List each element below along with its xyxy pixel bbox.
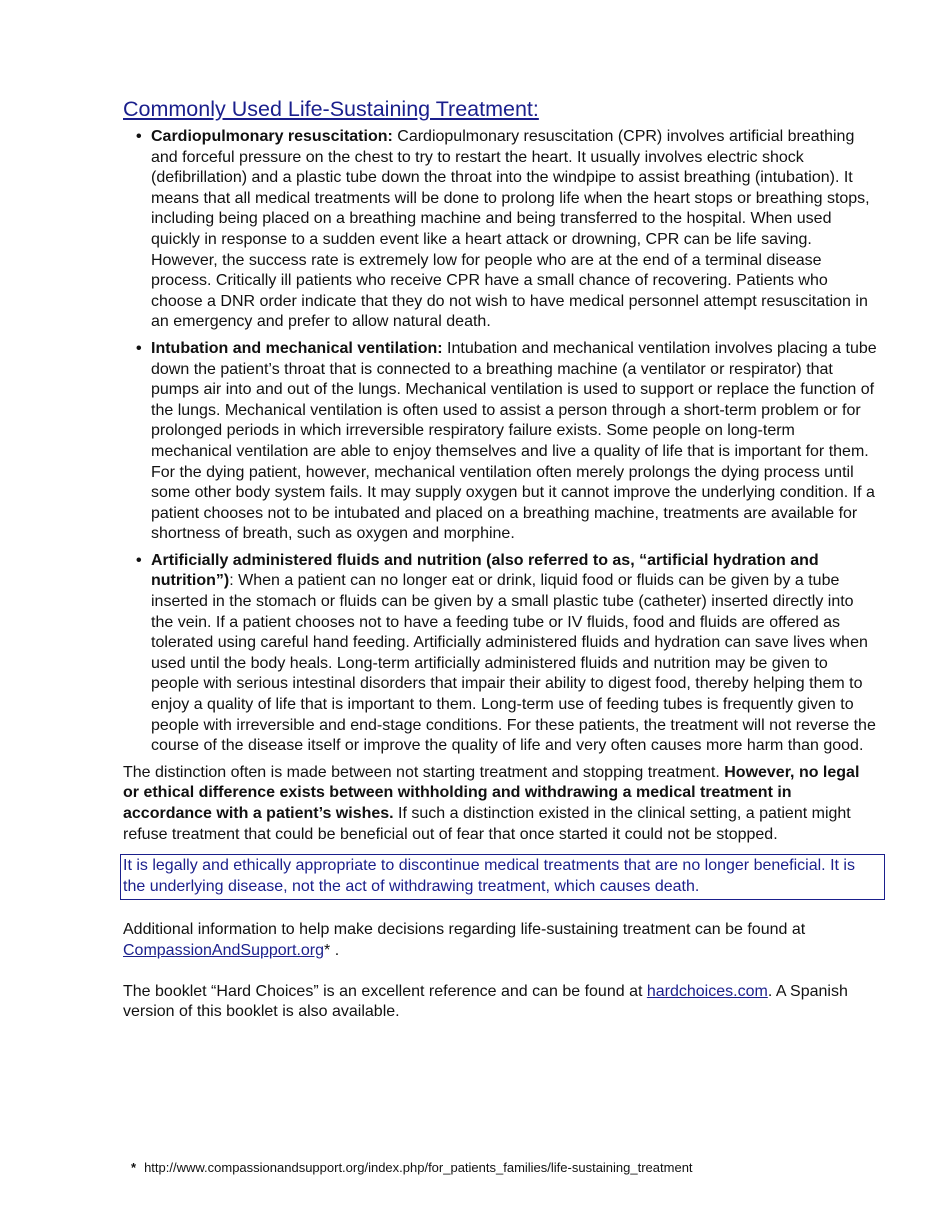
document-body xyxy=(123,96,878,1023)
footnote-url: http://www.compassionandsupport.org/index.php/for_patients_families/life-sustaining_treatment xyxy=(144,1160,693,1175)
term-nutrition: Artificially administered fluids and nutrition (also referred to as, “artificial hydration and nutrition”) xyxy=(151,551,819,590)
description-intubation: Intubation and mechanical ventilation involves placing a tube down the patient’s throat that is connected to a breathing machine (a ventilator or respirator) that pumps air into and out of the lungs. Mechanical ventilation is used to support or replace the function of the lungs. Mechanical ventilation is often used to assist a person through a short-term problem or for prolonged periods in which irreversible respiratory failure exists. Some people on long-term mechanical ventilation are able to enjoy themselves and live a quality of life that is important for them. For the dying patient, however, mechanical ventilation often merely prolongs the dying process until some other body system fails. It may supply oxygen but it cannot improve the underlying condition. If a patient chooses not to be intubated and placed on a breathing machine, treatments are available for shortness of breath, such as oxygen and morphine. xyxy=(151,339,877,543)
distinction-lead: The distinction often is made between not starting treatment and stopping treatment. xyxy=(123,763,725,781)
additional-info-text: Additional information to help make decisions regarding life-sustaining treatment can be found at xyxy=(123,921,806,939)
spacer xyxy=(123,962,878,982)
footnote xyxy=(131,1160,693,1176)
description-nutrition: : When a patient can no longer eat or drink, liquid food or fluids can be given by a tube inserted in the stomach or fluids can be given by a small plastic tube (catheter) inserted directly into the vein. If a patient chooses not to have a feeding tube or IV fluids, food and fluids are offered as tolerated using careful hand feeding. Artificially administered fluids and hydration can save lives when used until the body heals. Long-term artificially administered fluids and nutrition may be given to people with serious intestinal disorders that impair their ability to digest food, thereby helping them to enjoy a quality of life that is important to them. Long-term use of feeding tubes is frequently given to people with irreversible and end-stage conditions. For these patients, the treatment will not reverse the course of the disease itself or improve the quality of life and very often causes more harm than good. xyxy=(151,572,876,755)
treatment-list xyxy=(123,127,878,757)
booklet-suffix: . A Spanish version of this booklet is also available. xyxy=(123,982,848,1021)
distinction-paragraph xyxy=(123,763,878,845)
booklet-paragraph xyxy=(123,982,878,1023)
spacer xyxy=(123,900,878,920)
additional-info-paragraph xyxy=(123,920,878,961)
term-intubation: Intubation and mechanical ventilation: xyxy=(151,339,443,357)
compassion-and-support-link[interactable]: CompassionAndSupport.org xyxy=(123,941,325,959)
additional-info-suffix: * . xyxy=(324,941,340,959)
term-cpr: Cardiopulmonary resuscitation: xyxy=(151,128,393,145)
booklet-text: The booklet “Hard Choices” is an excellent reference and can be found at xyxy=(123,982,647,1000)
hardchoices-link[interactable]: hardchoices.com xyxy=(646,982,768,1000)
distinction-tail: If such a distinction existed in the clinical setting, a patient might refuse treatment that could be beneficial out of fear that once started it could not be stopped. xyxy=(123,805,851,843)
footnote-marker: * xyxy=(131,1160,137,1175)
section-heading: Commonly Used Life-Sustaining Treatment: xyxy=(123,97,539,121)
distinction-emphasis: However, no legal or ethical difference exists between withholding and withdrawing a medical treatment in accordance with a patient’s wishes. xyxy=(123,763,860,822)
list-item-cpr xyxy=(151,127,878,333)
list-item-intubation xyxy=(151,339,878,545)
description-cpr: Cardiopulmonary resuscitation (CPR) involves artificial breathing and forceful pressure on the chest to try to restart the heart. It usually involves electric shock (defibrillation) and a plastic tube down the throat into the windpipe to assist breathing (intubation). It means that all medical treatments will be done to prolong life when the heart stops or breathing stops, including being placed on a breathing machine and being transferred to the hospital. When used quickly in response to a sudden event like a heart attack or drowning, CPR can be life saving. However, the success rate is extremely low for people who are at the end of a terminal disease process. Critically ill patients who receive CPR have a small chance of recovering. Patients who choose a DNR order indicate that they do not wish to have medical personnel attempt resuscitation in an emergency and prefer to allow natural death. xyxy=(151,128,870,331)
list-item-nutrition xyxy=(151,551,878,757)
callout-box: It is legally and ethically appropriate to discontinue medical treatments that are no longer beneficial. It is the underlying disease, not the act of withdrawing treatment, which causes death. xyxy=(120,854,885,900)
